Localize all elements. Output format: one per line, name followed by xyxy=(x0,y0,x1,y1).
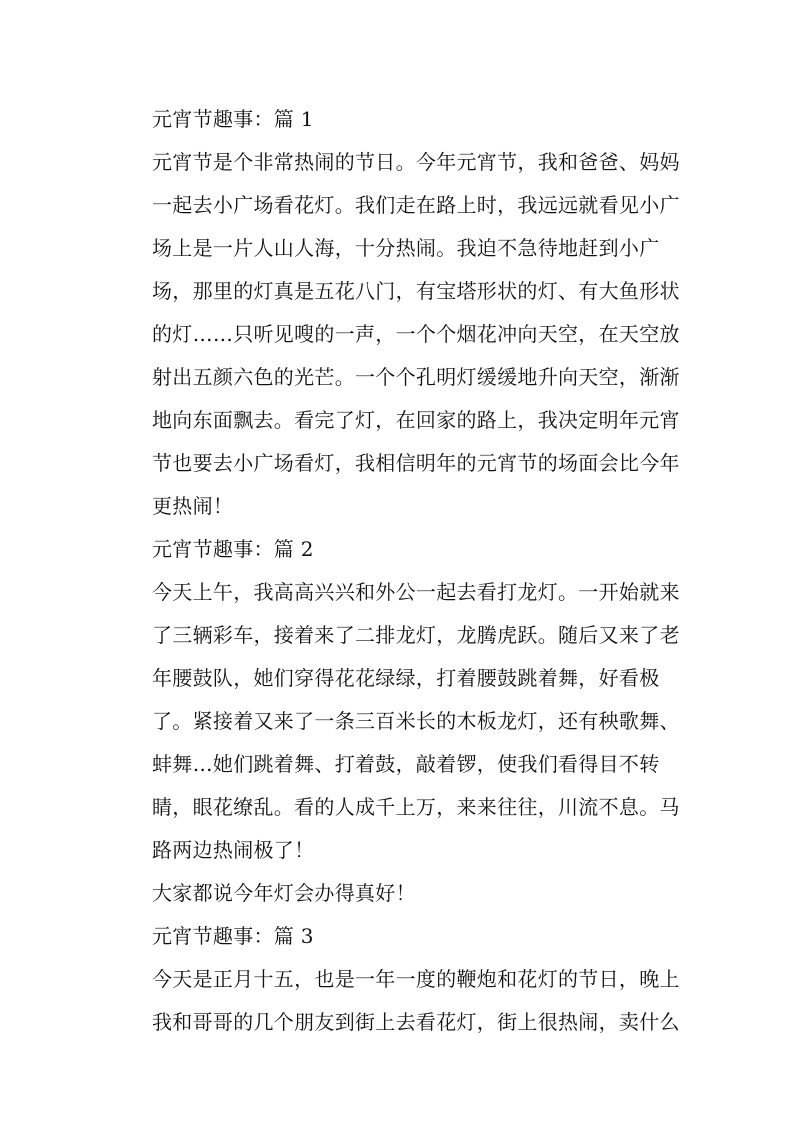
section-heading: 元宵节趣事：篇 1 xyxy=(152,107,314,131)
text-line: 年腰鼓队，她们穿得花花绿绿，打着腰鼓跳着舞，好看极 xyxy=(152,666,660,690)
text-line: 蚌舞…她们跳着舞、打着鼓，敲着锣，使我们看得目不转 xyxy=(152,752,660,776)
text-line: 今天是正月十五，也是一年一度的鞭炮和花灯的节日，晚上 xyxy=(152,967,680,991)
text-line: 元宵节是个非常热闹的节日。今年元宵节，我和爸爸、妈妈 xyxy=(152,150,680,174)
text-line: 睛，眼花缭乱。看的人成千上万，来来往往，川流不息。马 xyxy=(152,795,680,819)
text-line: 场，那里的灯真是五花八门，有宝塔形状的灯、有大鱼形状 xyxy=(152,279,680,303)
text-line: 我和哥哥的几个朋友到街上去看花灯，街上很热闹，卖什么 xyxy=(152,1010,680,1034)
document-page xyxy=(152,98,680,1044)
text-line: 更热闹！ xyxy=(152,494,234,518)
section-heading: 元宵节趣事：篇 3 xyxy=(152,924,314,948)
section-heading: 元宵节趣事：篇 2 xyxy=(152,537,314,561)
text-line: 场上是一片人山人海，十分热闹。我迫不急待地赶到小广 xyxy=(152,236,660,260)
text-line: 路两边热闹极了！ xyxy=(152,838,315,862)
text-line: 了三辆彩车，接着来了二排龙灯，龙腾虎跃。随后又来了老 xyxy=(152,623,680,647)
text-line: 一起去小广场看花灯。我们走在路上时，我远远就看见小广 xyxy=(152,193,680,217)
text-line: 大家都说今年灯会办得真好！ xyxy=(152,881,416,905)
text-line: 节也要去小广场看灯，我相信明年的元宵节的场面会比今年 xyxy=(152,451,680,475)
text-line: 地向东面飘去。看完了灯，在回家的路上，我决定明年元宵 xyxy=(152,408,680,432)
text-line: 今天上午，我高高兴兴和外公一起去看打龙灯。一开始就来 xyxy=(152,580,680,604)
text-line: 的灯……只听见嗖的一声，一个个烟花冲向天空，在天空放 xyxy=(152,322,680,346)
text-line: 射出五颜六色的光芒。一个个孔明灯缓缓地升向天空，渐渐 xyxy=(152,365,680,389)
text-line: 了。紧接着又来了一条三百米长的木板龙灯，还有秧歌舞、 xyxy=(152,709,680,733)
